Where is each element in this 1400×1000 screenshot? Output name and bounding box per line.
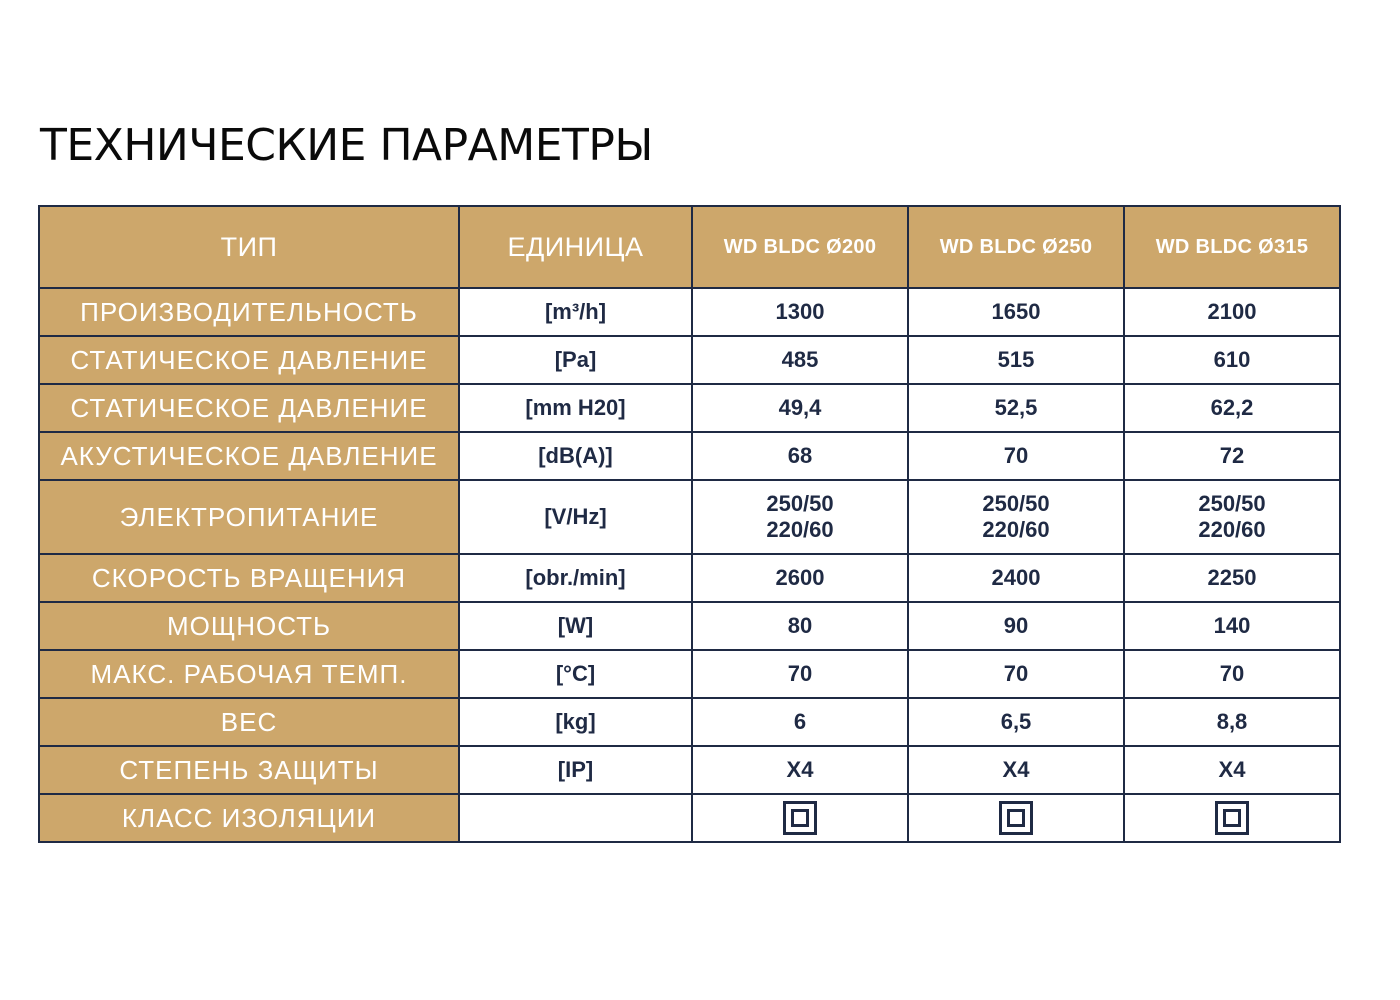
unit-cell: [kg] [459,698,692,746]
table-row [39,336,1340,384]
value-cell: 70 [908,432,1124,480]
unit-cell: [dB(A)] [459,432,692,480]
header-model-315: WD BLDC Ø315 [1124,206,1340,288]
value-line: 250/50 [766,491,834,516]
table-row [39,554,1340,602]
value-line: 250/50 [982,491,1050,516]
param-label: ВЕС [39,698,459,746]
table-row [39,698,1340,746]
unit-cell: [Pa] [459,336,692,384]
class-ii-double-square-icon [783,801,817,835]
value-cell: 62,2 [1124,384,1340,432]
value-cell: 6,5 [908,698,1124,746]
unit-cell: [°C] [459,650,692,698]
value-cell: 90 [908,602,1124,650]
value-cell: 2250 [1124,554,1340,602]
value-line: 220/60 [982,517,1050,542]
value-cell: 8,8 [1124,698,1340,746]
spec-table [38,205,1341,843]
unit-cell [459,794,692,842]
value-cell [908,794,1124,842]
unit-cell: [W] [459,602,692,650]
table-row [39,480,1340,554]
value-cell [1124,794,1340,842]
param-label: КЛАСС ИЗОЛЯЦИИ [39,794,459,842]
param-label: СТЕПЕНЬ ЗАЩИТЫ [39,746,459,794]
value-cell: 70 [692,650,908,698]
value-cell: 80 [692,602,908,650]
value-cell: 52,5 [908,384,1124,432]
value-cell: 515 [908,336,1124,384]
table-header-row [39,206,1340,288]
param-label: АКУСТИЧЕСКОЕ ДАВЛЕНИЕ [39,432,459,480]
value-cell: 2400 [908,554,1124,602]
value-cell [692,794,908,842]
value-cell: 6 [692,698,908,746]
unit-cell: [IP] [459,746,692,794]
header-model-200: WD BLDC Ø200 [692,206,908,288]
value-cell [692,480,908,554]
value-cell: 1650 [908,288,1124,336]
value-cell [908,480,1124,554]
unit-cell: [m³/h] [459,288,692,336]
value-cell: X4 [692,746,908,794]
param-label: ПРОИЗВОДИТЕЛЬНОСТЬ [39,288,459,336]
param-label: МАКС. РАБОЧАЯ ТЕМП. [39,650,459,698]
value-line: 220/60 [1198,517,1266,542]
value-cell: 485 [692,336,908,384]
value-cell: 68 [692,432,908,480]
param-label: СТАТИЧЕСКОЕ ДАВЛЕНИЕ [39,384,459,432]
unit-cell: [mm H20] [459,384,692,432]
value-cell: X4 [908,746,1124,794]
table-row [39,746,1340,794]
value-cell: 70 [1124,650,1340,698]
value-cell: 1300 [692,288,908,336]
header-type: ТИП [39,206,459,288]
param-label: ЭЛЕКТРОПИТАНИЕ [39,480,459,554]
header-model-250: WD BLDC Ø250 [908,206,1124,288]
table-row [39,650,1340,698]
value-line: 220/60 [766,517,834,542]
param-label: МОЩНОСТЬ [39,602,459,650]
value-cell: 140 [1124,602,1340,650]
value-cell [1124,480,1340,554]
class-ii-double-square-icon [999,801,1033,835]
value-cell: 70 [908,650,1124,698]
value-cell: 2100 [1124,288,1340,336]
page-title: ТЕХНИЧЕСКИЕ ПАРАМЕТРЫ [40,120,653,171]
value-cell: 72 [1124,432,1340,480]
table-row [39,432,1340,480]
class-ii-double-square-icon [1215,801,1249,835]
value-cell: 2600 [692,554,908,602]
value-cell: 610 [1124,336,1340,384]
table-row [39,602,1340,650]
unit-cell: [obr./min] [459,554,692,602]
table-row [39,384,1340,432]
table-row [39,794,1340,842]
value-line: 250/50 [1198,491,1266,516]
param-label: СКОРОСТЬ ВРАЩЕНИЯ [39,554,459,602]
param-label: СТАТИЧЕСКОЕ ДАВЛЕНИЕ [39,336,459,384]
header-unit: ЕДИНИЦА [459,206,692,288]
unit-cell: [V/Hz] [459,480,692,554]
value-cell: X4 [1124,746,1340,794]
value-cell: 49,4 [692,384,908,432]
table-row [39,288,1340,336]
